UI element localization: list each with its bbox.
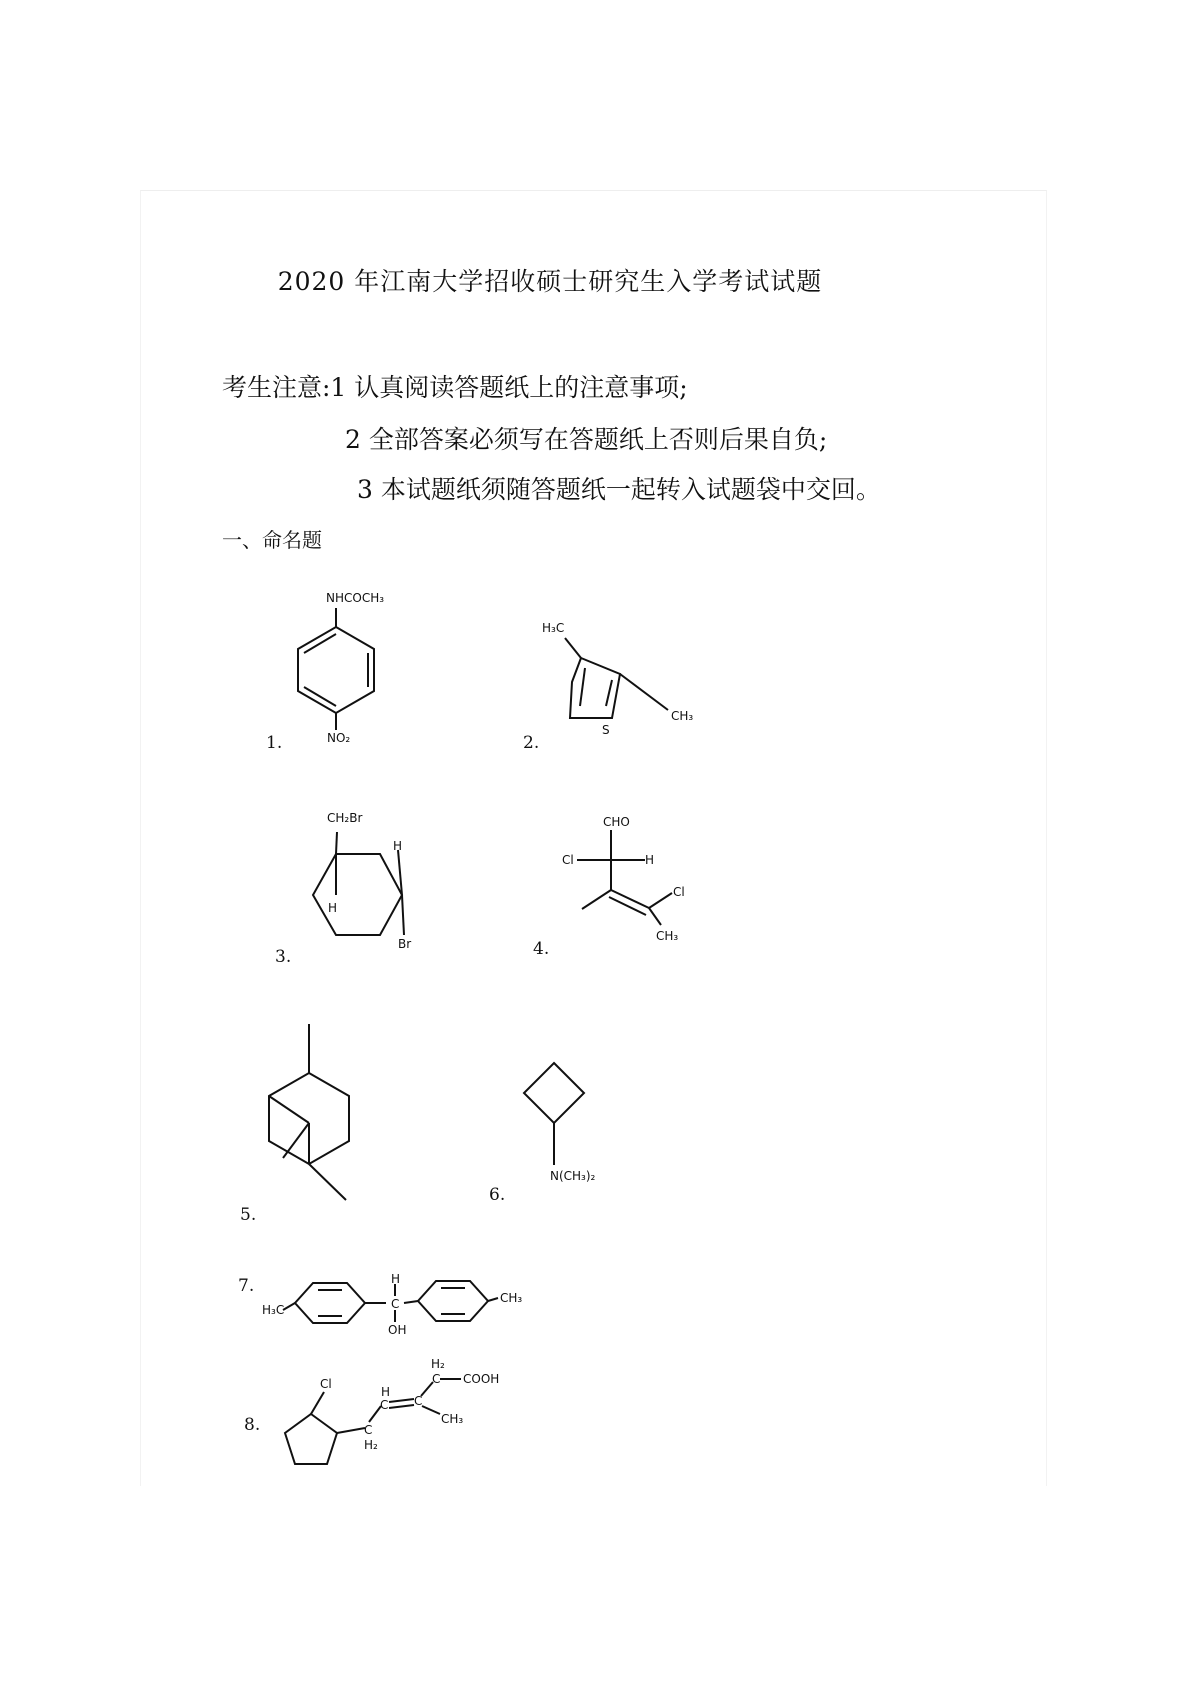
- struct8-ch2b: C: [432, 1372, 441, 1386]
- struct3-bottom-label: Br: [398, 937, 412, 951]
- struct2-methyl-b: CH₃: [671, 709, 694, 723]
- question-number-6: 6.: [489, 1185, 506, 1205]
- question-number-5: 5.: [240, 1205, 257, 1225]
- struct8-h: H: [381, 1385, 391, 1399]
- structure-6: [524, 1063, 596, 1183]
- struct4-top-label: CHO: [603, 815, 630, 829]
- struct3-h-right: H: [393, 839, 403, 853]
- struct7-left-methyl: H₃C: [262, 1303, 285, 1317]
- notice-line-2: 2 全部答案必须写在答题纸上否则后果自负;: [345, 425, 828, 454]
- question-number-1: 1.: [266, 733, 283, 753]
- struct8-ch3: CH₃: [441, 1412, 464, 1426]
- structure-3: [313, 811, 411, 951]
- struct8-cl: Cl: [320, 1377, 332, 1391]
- struct4-methyl: CH₃: [656, 929, 679, 943]
- struct8-cooh: COOH: [463, 1372, 500, 1386]
- struct6-amine: N(CH₃)₂: [550, 1169, 596, 1183]
- struct3-top-label: CH₂Br: [327, 811, 363, 825]
- struct7-right-methyl: CH₃: [500, 1291, 523, 1305]
- struct8-ch2b-h: H₂: [431, 1357, 445, 1371]
- struct4-vinyl-cl: Cl: [673, 885, 685, 899]
- structure-2: [542, 621, 693, 737]
- structure-4: [562, 815, 685, 943]
- structure-5: [269, 1024, 349, 1200]
- struct7-c: C: [391, 1297, 400, 1311]
- struct2-sulfur: S: [602, 723, 610, 737]
- question-number-8: 8.: [244, 1415, 261, 1435]
- struct4-right-label: H: [645, 853, 655, 867]
- structure-7: [262, 1272, 522, 1337]
- question-number-4: 4.: [533, 939, 550, 959]
- struct8-c2: C: [414, 1394, 423, 1408]
- struct8-c1: C: [380, 1398, 389, 1412]
- struct1-bottom-label: NO₂: [327, 731, 351, 745]
- struct3-h-left: H: [328, 901, 338, 915]
- notice-line-3: 3 本试题纸须随答题纸一起转入试题袋中交回。: [357, 475, 881, 504]
- question-number-2: 2.: [523, 733, 540, 753]
- question-number-7: 7.: [238, 1276, 255, 1296]
- structure-8: [285, 1357, 499, 1464]
- struct1-top-label: NHCOCH₃: [326, 591, 385, 605]
- struct8-ch2a: C: [364, 1423, 373, 1437]
- notice-line-1: 考生注意:1 认真阅读答题纸上的注意事项;: [222, 373, 688, 402]
- question-number-3: 3.: [275, 947, 292, 967]
- exam-title: 2020 年江南大学招收硕士研究生入学考试试题: [277, 267, 823, 296]
- struct2-methyl-a: H₃C: [542, 621, 565, 635]
- struct8-ch2a-h: H₂: [364, 1438, 378, 1452]
- section-title: 一、命名题: [222, 528, 322, 552]
- struct4-left-label: Cl: [562, 853, 574, 867]
- struct7-h: H: [391, 1272, 401, 1286]
- struct7-oh: OH: [388, 1323, 407, 1337]
- structure-1: [298, 591, 384, 745]
